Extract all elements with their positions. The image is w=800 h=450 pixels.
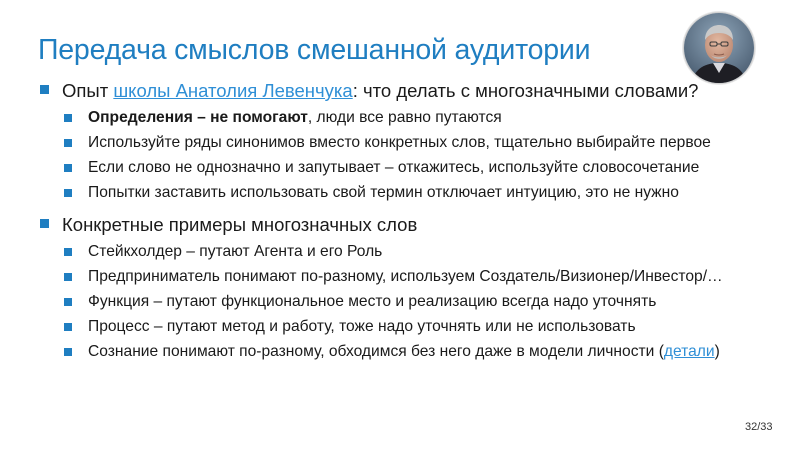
square-bullet-icon xyxy=(64,323,72,331)
section-heading-1 xyxy=(40,80,699,102)
item-bold-text: Определения – не помогают xyxy=(88,109,308,126)
heading-suffix: : что делать с многозначными словами? xyxy=(352,80,699,101)
list-item xyxy=(64,318,636,336)
slide-title: Передача смыслов смешанной аудитории xyxy=(38,34,591,66)
list-item xyxy=(64,109,502,127)
item-suffix: ) xyxy=(714,343,720,360)
item-text: , люди все равно путаются xyxy=(307,109,502,126)
square-bullet-icon xyxy=(64,298,72,306)
item-text: Стейкхолдер – путают Агента и его Роль xyxy=(88,243,383,260)
item-text: Предприниматель понимают по-разному, используем Создатель/Визионер/Инвестор/… xyxy=(88,268,723,285)
heading-text: Конкретные примеры многозначных слов xyxy=(62,214,418,235)
list-item xyxy=(64,243,383,261)
square-bullet-icon xyxy=(40,85,49,94)
item-text: Функция – путают функциональное место и реализацию всегда надо уточнять xyxy=(88,293,657,310)
school-link[interactable]: школы Анатолия Левенчука xyxy=(113,80,353,101)
list-item xyxy=(64,184,679,202)
speaker-photo xyxy=(683,12,755,84)
square-bullet-icon xyxy=(64,139,72,147)
square-bullet-icon xyxy=(64,248,72,256)
list-item xyxy=(64,268,723,286)
square-bullet-icon xyxy=(64,164,72,172)
page-number: 32/33 xyxy=(745,421,773,433)
square-bullet-icon xyxy=(64,114,72,122)
heading-prefix: Опыт xyxy=(62,80,114,101)
square-bullet-icon xyxy=(64,348,72,356)
square-bullet-icon xyxy=(64,189,72,197)
square-bullet-icon xyxy=(40,219,49,228)
item-text: Сознание понимают по-разному, обходимся без него даже в модели личности ( xyxy=(88,343,664,360)
item-text: Используйте ряды синонимов вместо конкретных слов, тщательно выбирайте первое xyxy=(88,134,711,151)
section-heading-2 xyxy=(40,214,418,236)
details-link[interactable]: детали xyxy=(663,343,715,360)
list-item xyxy=(64,159,700,177)
item-text: Процесс – путают метод и работу, тоже надо уточнять или не использовать xyxy=(88,318,636,335)
item-text: Если слово не однозначно и запутывает – откажитесь, используйте словосочетание xyxy=(88,159,700,176)
square-bullet-icon xyxy=(64,273,72,281)
list-item xyxy=(64,134,711,152)
item-text: Попытки заставить использовать свой термин отключает интуицию, это не нужно xyxy=(88,184,679,201)
list-item xyxy=(64,343,720,361)
list-item xyxy=(64,293,657,311)
